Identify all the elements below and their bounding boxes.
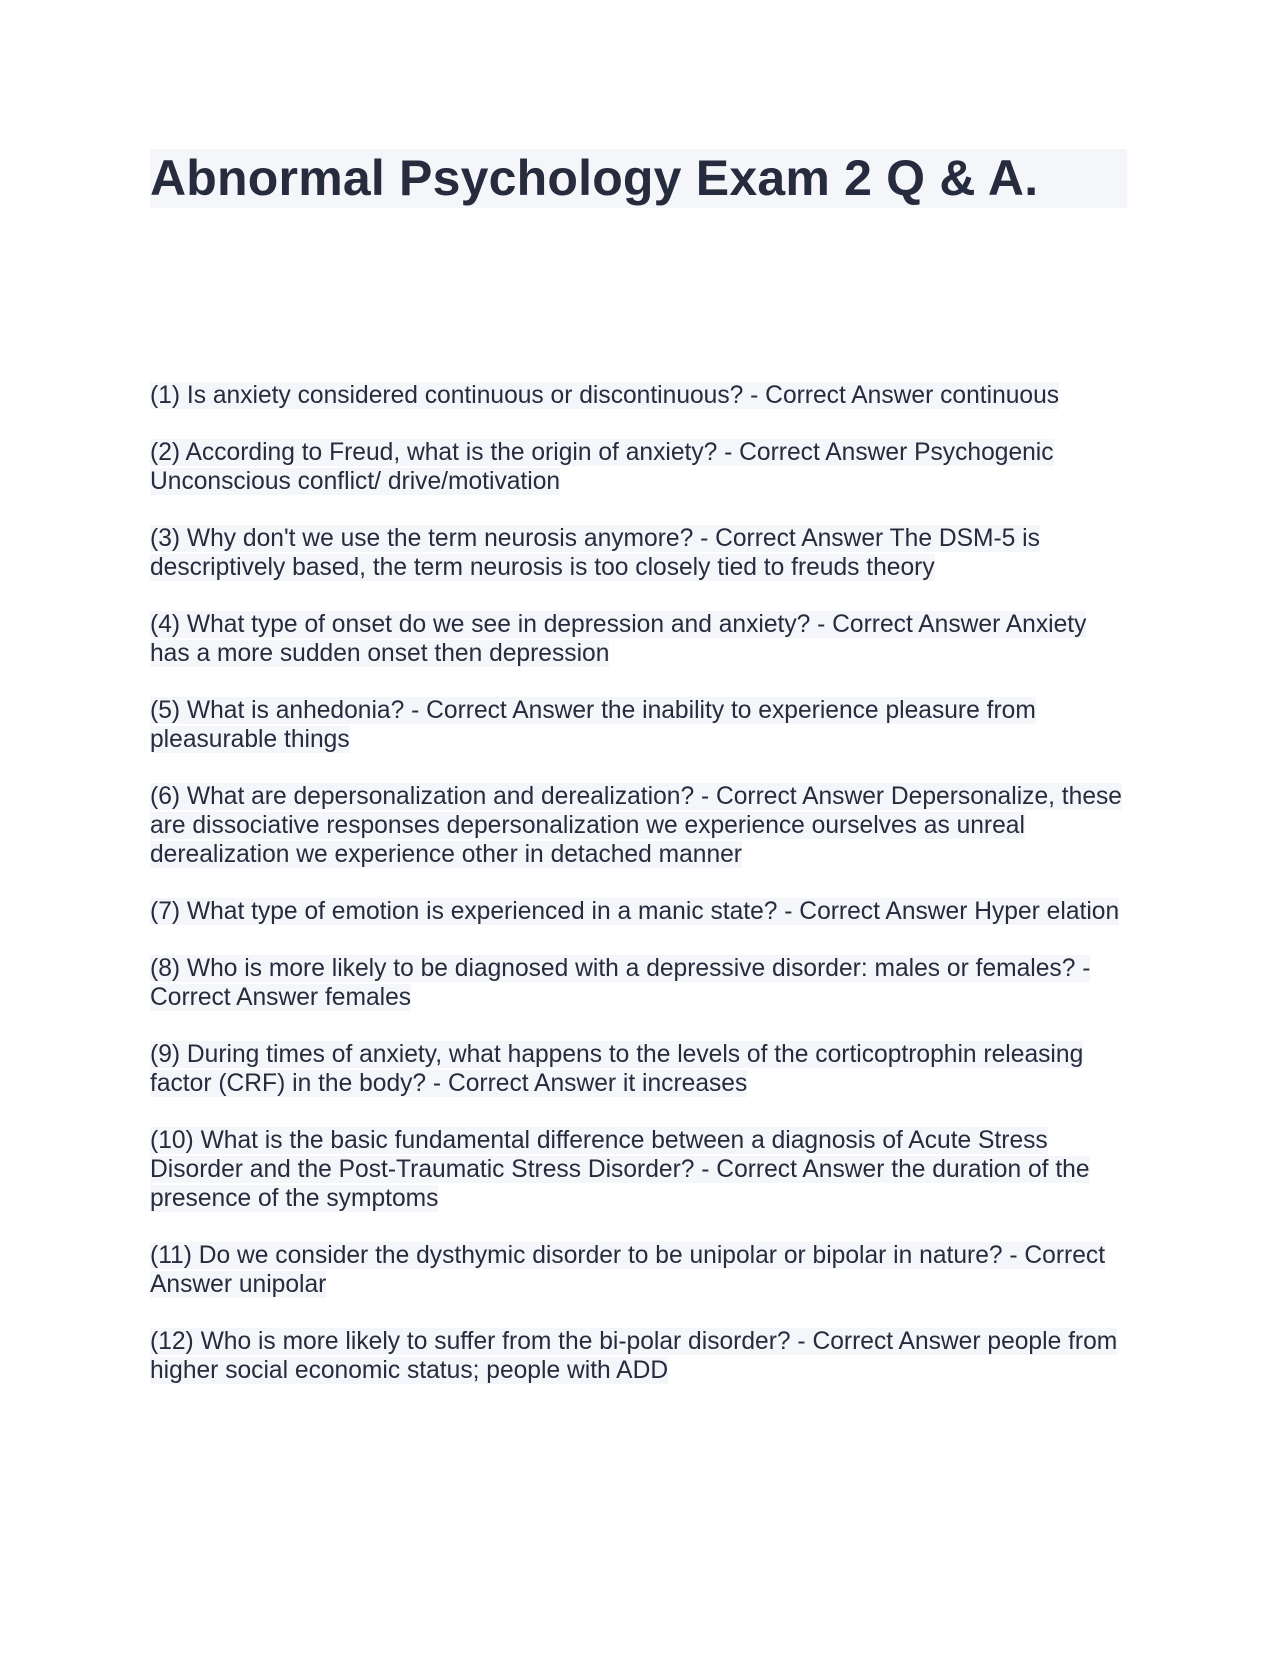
qa-text: (12) Who is more likely to suffer from the bi-polar disorder? - Correct Answer people from higher social economic status; people with ADD xyxy=(150,1328,1118,1384)
qa-list xyxy=(150,381,1130,1413)
qa-text: (9) During times of anxiety, what happens to the levels of the corticoptrophin releasing factor (CRF) in the body? - Correct Answer it increases xyxy=(150,1041,1084,1097)
qa-item xyxy=(150,524,1130,582)
qa-text: (11) Do we consider the dysthymic disorder to be unipolar or bipolar in nature? - Correct Answer unipolar xyxy=(150,1242,1106,1298)
qa-item xyxy=(150,1126,1130,1213)
qa-item xyxy=(150,696,1130,754)
qa-text: (8) Who is more likely to be diagnosed with a depressive disorder: males or females? - Correct Answer females xyxy=(150,955,1091,1011)
qa-item xyxy=(150,438,1130,496)
qa-item xyxy=(150,954,1130,1012)
qa-text: (6) What are depersonalization and derealization? - Correct Answer Depersonalize, these are dissociative responses depersonalization we experience ourselves as unreal derealization we experience other in detached manner xyxy=(150,783,1122,868)
page-title: Abnormal Psychology Exam 2 Q & A. xyxy=(150,150,1039,206)
qa-item xyxy=(150,897,1130,926)
title-block xyxy=(150,149,1127,208)
qa-text: (7) What type of emotion is experienced in a manic state? - Correct Answer Hyper elation xyxy=(150,898,1120,925)
qa-text: (1) Is anxiety considered continuous or discontinuous? - Correct Answer continuous xyxy=(150,382,1060,409)
qa-text: (2) According to Freud, what is the origin of anxiety? - Correct Answer Psychogenic Unconscious conflict/ drive/motivation xyxy=(150,439,1054,495)
qa-text: (4) What type of onset do we see in depression and anxiety? - Correct Answer Anxiety has a more sudden onset then depression xyxy=(150,611,1087,667)
qa-item xyxy=(150,381,1130,410)
qa-text: (3) Why don't we use the term neurosis anymore? - Correct Answer The DSM-5 is descriptively based, the term neurosis is too closely tied to freuds theory xyxy=(150,525,1040,581)
qa-item xyxy=(150,610,1130,668)
qa-text: (5) What is anhedonia? - Correct Answer the inability to experience pleasure from pleasurable things xyxy=(150,697,1036,753)
qa-item xyxy=(150,782,1130,869)
qa-text: (10) What is the basic fundamental difference between a diagnosis of Acute Stress Disorder and the Post-Traumatic Stress Disorder? - Correct Answer the duration of the presence of the symptoms xyxy=(150,1127,1090,1212)
qa-item xyxy=(150,1327,1130,1385)
qa-item xyxy=(150,1241,1130,1299)
qa-item xyxy=(150,1040,1130,1098)
